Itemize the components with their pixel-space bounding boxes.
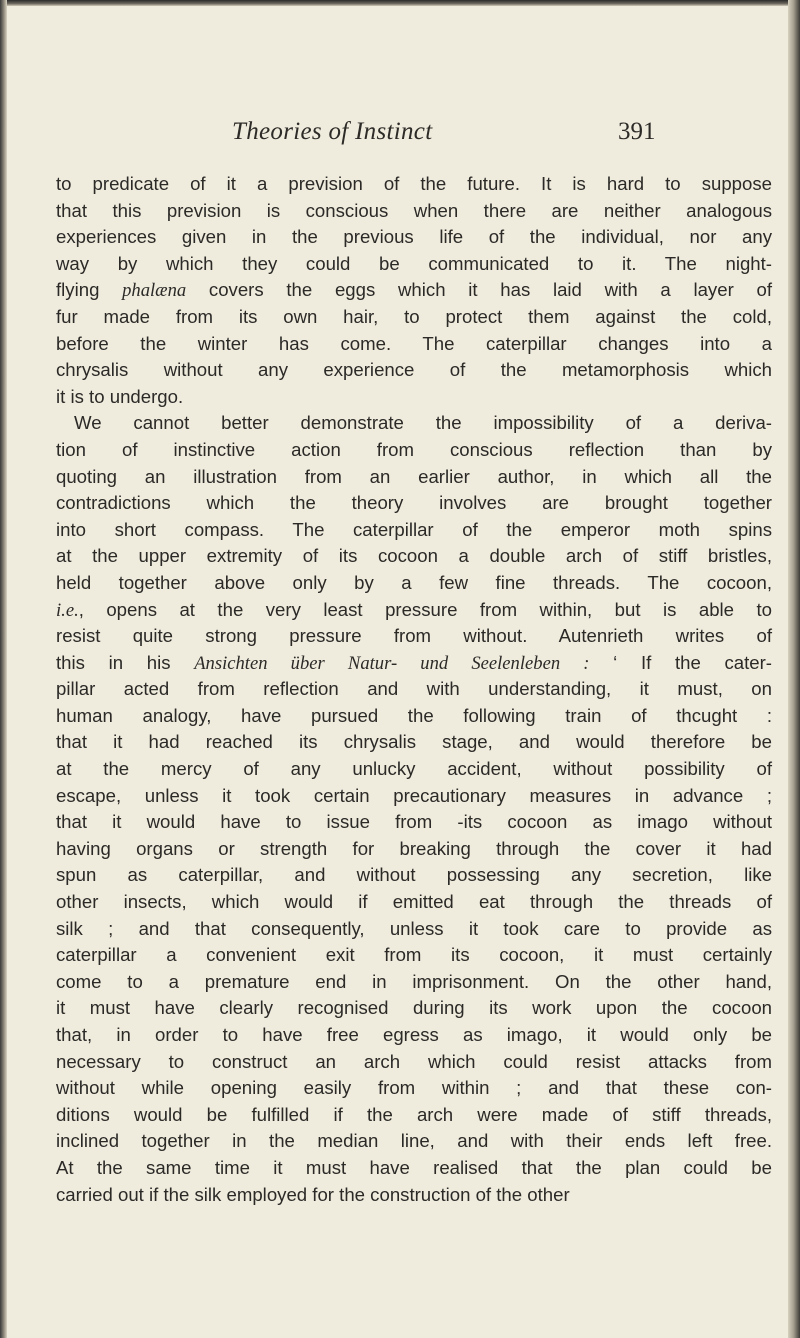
italic-text: Ansichten über Natur- und Seelenleben : xyxy=(194,652,590,674)
italic-text: i.e. xyxy=(56,599,79,621)
text-segment: ditions would be fulfilled if the arch were made of stiff threads, xyxy=(56,1103,772,1125)
text-segment: carried out if the silk employed for the construction of the other xyxy=(56,1183,570,1205)
text-segment: it is to undergo. xyxy=(56,385,184,407)
text-segment: , opens at the very least pressure from within, but is able to xyxy=(78,598,772,620)
text-line xyxy=(56,490,772,517)
page-top-shadow xyxy=(0,0,800,6)
text-segment: resist quite strong pressure from without. Autenrieth writes of xyxy=(56,625,772,647)
text-segment: having organs or strength for breaking through the cover it had xyxy=(56,837,772,859)
running-title: Theories of Instinct xyxy=(232,118,433,145)
text-segment: flying xyxy=(56,279,123,301)
text-segment: without while opening easily from within ; and that these con- xyxy=(56,1077,772,1099)
text-segment: it must have clearly recognised during its work upon the cocoon xyxy=(56,997,772,1019)
text-segment: We cannot better demonstrate the impossibility of a deriva- xyxy=(74,412,772,434)
text-line xyxy=(56,277,772,304)
text-line xyxy=(56,464,772,491)
text-line xyxy=(56,331,772,358)
text-line xyxy=(56,969,772,996)
text-line xyxy=(56,304,772,331)
text-line xyxy=(56,1102,772,1129)
page-right-edge xyxy=(788,0,800,1338)
text-line xyxy=(56,1022,772,1049)
text-line xyxy=(56,384,772,411)
text-line xyxy=(56,729,772,756)
text-segment: escape, unless it took certain precautionary measures in advance ; xyxy=(56,784,772,806)
text-segment: that it would have to issue from -its cocoon as imago without xyxy=(56,811,772,833)
text-line xyxy=(56,809,772,836)
text-line xyxy=(56,1182,772,1209)
text-segment: that this prevision is conscious when there are neither analogous xyxy=(56,199,772,221)
text-line xyxy=(56,650,772,677)
text-line xyxy=(56,862,772,889)
text-segment: tion of instinctive action from conscious reflection than by xyxy=(56,438,772,460)
text-segment: ‘ If the cater- xyxy=(589,651,772,673)
text-line xyxy=(56,756,772,783)
text-segment: experiences given in the previous life of the individual, nor any xyxy=(56,226,772,248)
text-segment: quoting an illustration from an earlier author, in which all the xyxy=(56,465,772,487)
text-segment: fur made from its own hair, to protect them against the cold, xyxy=(56,305,772,327)
text-line xyxy=(56,995,772,1022)
text-segment: that, in order to have free egress as imago, it would only be xyxy=(56,1024,772,1045)
text-segment: held together above only by a few fine threads. The cocoon, xyxy=(56,571,772,593)
text-segment: way by which they could be communicated to it. The night- xyxy=(56,252,772,274)
text-segment: necessary to construct an arch which could resist attacks from xyxy=(56,1050,772,1072)
text-segment: before the winter has come. The caterpillar changes into a xyxy=(56,332,772,354)
text-segment: into short compass. The caterpillar of the emperor moth spins xyxy=(56,518,772,540)
text-line xyxy=(56,357,772,384)
text-segment: spun as caterpillar, and without possessing any secretion, like xyxy=(56,864,772,886)
text-segment: caterpillar a convenient exit from its cocoon, it must certainly xyxy=(56,944,772,966)
page-left-edge xyxy=(0,0,7,1338)
text-line xyxy=(56,916,772,943)
text-line xyxy=(56,570,772,597)
text-line xyxy=(56,703,772,730)
text-line xyxy=(56,251,772,278)
text-segment: this in his xyxy=(56,651,195,673)
text-line xyxy=(56,676,772,703)
text-segment: inclined together in the median line, and with their ends left free. xyxy=(56,1130,772,1152)
body-text xyxy=(56,171,772,1208)
text-segment: at the mercy of any unlucky accident, without possibility of xyxy=(56,758,772,780)
text-line xyxy=(56,942,772,969)
text-line xyxy=(56,171,772,198)
page-header xyxy=(232,118,656,158)
text-segment: other insects, which would if emitted eat through the threads of xyxy=(56,891,772,913)
text-line xyxy=(56,410,772,437)
text-line xyxy=(56,224,772,251)
text-line xyxy=(56,597,772,624)
text-segment: contradictions which the theory involves are brought together xyxy=(56,492,772,514)
text-line xyxy=(56,1155,772,1182)
text-segment: At the same time it must have realised that the plan could be xyxy=(56,1156,772,1178)
text-segment: that it had reached its chrysalis stage, and would therefore be xyxy=(56,731,772,753)
text-line xyxy=(56,1128,772,1155)
text-line xyxy=(56,543,772,570)
text-line xyxy=(56,623,772,650)
text-line xyxy=(56,198,772,225)
text-line xyxy=(56,437,772,464)
text-segment: pillar acted from reflection and with understanding, it must, on xyxy=(56,678,772,700)
page-number: 391 xyxy=(618,118,656,145)
text-segment: at the upper extremity of its cocoon a double arch of stiff bristles, xyxy=(56,545,772,567)
text-line xyxy=(56,517,772,544)
text-line xyxy=(56,889,772,916)
text-segment: come to a premature end in imprisonment. On the other hand, xyxy=(56,970,772,992)
text-segment: chrysalis without any experience of the metamorphosis which xyxy=(56,359,772,381)
text-line xyxy=(56,783,772,810)
text-segment: covers the eggs which it has laid with a layer of xyxy=(186,279,772,301)
text-segment: silk ; and that consequently, unless it took care to provide as xyxy=(56,917,772,939)
italic-text: phalæna xyxy=(122,280,187,302)
text-line xyxy=(56,836,772,863)
text-segment: human analogy, have pursued the following train of thcught : xyxy=(56,704,772,726)
text-line xyxy=(56,1075,772,1102)
text-line xyxy=(56,1049,772,1076)
text-segment: to predicate of it a prevision of the future. It is hard to suppose xyxy=(56,173,772,194)
